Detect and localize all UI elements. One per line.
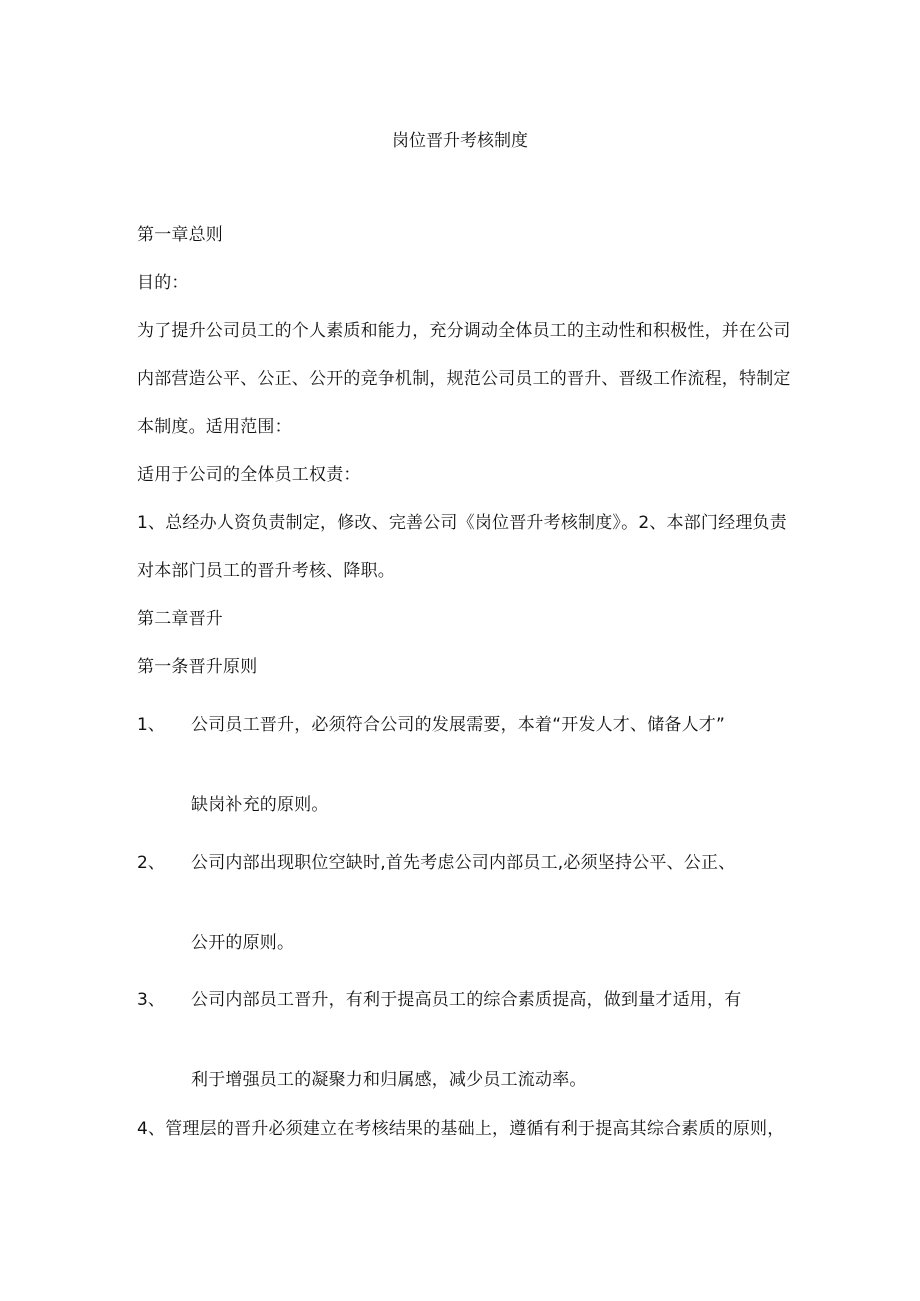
article-1-heading: 第一条晋升原则 bbox=[137, 657, 258, 677]
list-item-continuation: 利于增强员工的凝聚力和归属感，减少员工流动率。 bbox=[191, 1070, 587, 1090]
chapter-1-heading: 第一章总则 bbox=[137, 225, 223, 245]
purpose-line-2: 内部营造公平、公正、公开的竞争机制，规范公司员工的晋升、晋级工作流程，特制定 bbox=[137, 369, 791, 389]
list-item-number: 1、 bbox=[137, 715, 165, 735]
list-item-text: 公司内部员工晋升，有利于提高员工的综合素质提高，做到量才适用，有 bbox=[191, 990, 742, 1010]
list-item-continuation: 公开的原则。 bbox=[191, 933, 295, 953]
responsibility-line-2: 对本部门员工的晋升考核、降职。 bbox=[137, 561, 395, 581]
list-item-number: 3、 bbox=[137, 990, 165, 1010]
list-item-text: 公司内部出现职位空缺时,首先考虑公司内部员工,必须坚持公平、公正、 bbox=[191, 853, 736, 873]
scope-line: 适用于公司的全体员工权责： bbox=[137, 465, 361, 485]
list-item-continuation: 缺岗补充的原则。 bbox=[191, 795, 329, 815]
list-item-number: 2、 bbox=[137, 853, 165, 873]
purpose-label: 目的： bbox=[137, 273, 189, 293]
chapter-2-heading: 第二章晋升 bbox=[137, 609, 223, 629]
responsibility-line-1: 1、总经办人资负责制定，修改、完善公司《岗位晋升考核制度》。2、本部门经理负责 bbox=[137, 513, 787, 533]
list-item-text: 公司员工晋升，必须符合公司的发展需要，本着“开发人才、储备人才” bbox=[191, 715, 726, 735]
purpose-line-1: 为了提升公司员工的个人素质和能力，充分调动全体员工的主动性和积极性，并在公司 bbox=[137, 321, 791, 341]
document-title: 岗位晋升考核制度 bbox=[392, 131, 528, 151]
purpose-line-3: 本制度。适用范围： bbox=[137, 417, 292, 437]
list-item-4-text: 4、管理层的晋升必须建立在考核结果的基础上，遵循有利于提高其综合素质的原则， bbox=[137, 1119, 785, 1139]
